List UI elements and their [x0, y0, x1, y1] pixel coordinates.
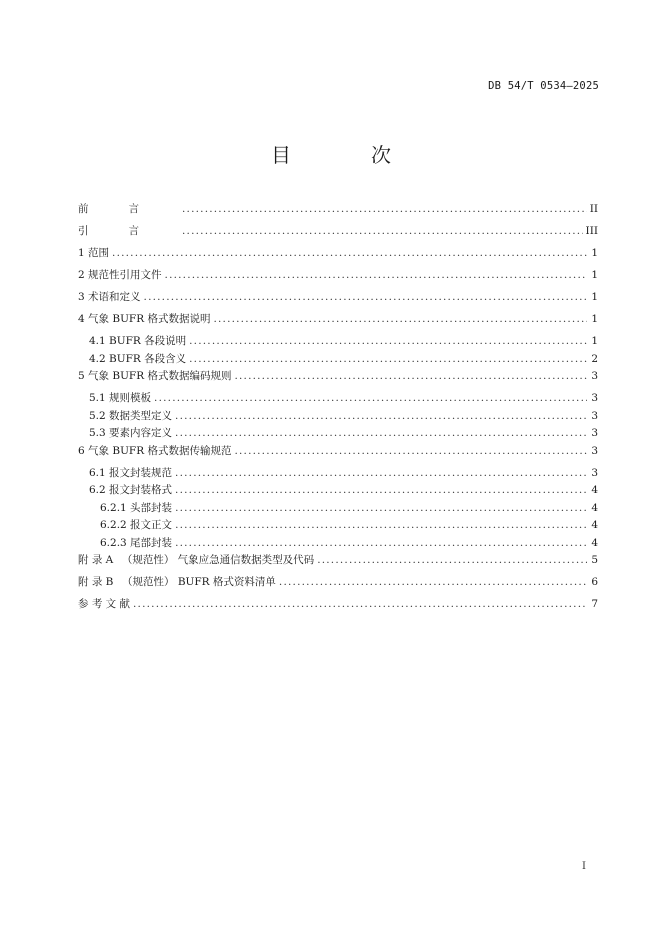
toc-entry-label: 引言: [78, 225, 179, 237]
toc-entry[interactable]: [78, 390, 598, 408]
toc-entry-page: 1: [591, 247, 598, 259]
toc-leader-dots: [175, 408, 587, 424]
toc-entry-page: 3: [591, 409, 598, 422]
toc-entry[interactable]: [78, 574, 598, 596]
toc-entry-label: 5 气象 BUFR 格式数据编码规则: [78, 370, 232, 382]
toc-entry-page: 2: [591, 352, 598, 365]
toc-leader-dots: [175, 482, 587, 498]
toc-leader-dots: [182, 201, 587, 217]
toc-entry-page: 4: [591, 501, 598, 514]
toc-leader-dots: [279, 574, 587, 590]
toc-entry-page: 3: [591, 466, 598, 479]
toc-entry-page: 6: [591, 576, 598, 588]
toc-entry-page: 3: [591, 370, 598, 382]
toc-leader-dots: [165, 267, 587, 283]
toc-entry-page: 4: [591, 536, 598, 549]
toc-entry[interactable]: [78, 201, 598, 223]
toc-entry-label: 附 录 B （规范性） BUFR 格式资料清单: [78, 576, 276, 588]
toc-leader-dots: [175, 465, 587, 481]
toc-leader-dots: [317, 552, 587, 568]
toc-entry-page: 1: [591, 313, 598, 325]
toc-entry[interactable]: [78, 289, 598, 311]
toc-leader-dots: [189, 351, 587, 367]
toc-entry-page: 1: [591, 269, 598, 281]
toc-entry-page: 4: [591, 519, 598, 531]
toc-entry-label: 3 术语和定义: [78, 291, 141, 303]
toc-entry[interactable]: [78, 267, 598, 289]
toc-entry-page: 7: [591, 598, 598, 610]
toc-leader-dots: [234, 368, 587, 384]
document-code: DB 54/T 0534—2025: [488, 80, 599, 92]
toc-entry-label: 4.2 BUFR 各段含义: [89, 352, 187, 365]
toc-entry-page: 3: [591, 427, 598, 439]
toc-entry[interactable]: [78, 596, 598, 618]
toc-leader-dots: [175, 517, 587, 533]
toc-entry-label: 4.1 BUFR 各段说明: [89, 335, 187, 347]
toc-entry[interactable]: [78, 245, 598, 267]
table-of-contents: [78, 201, 598, 618]
toc-entry[interactable]: [78, 368, 598, 390]
toc-entry[interactable]: [78, 333, 598, 351]
toc-entry-page: 1: [591, 335, 598, 347]
toc-entry-label: 4 气象 BUFR 格式数据说明: [78, 313, 211, 325]
toc-entry-label: 6 气象 BUFR 格式数据传输规范: [78, 444, 232, 457]
toc-entry-label: 6.2.3 尾部封装: [100, 536, 173, 549]
toc-entry[interactable]: [78, 443, 598, 465]
toc-entry-page: 3: [591, 444, 598, 457]
toc-entry[interactable]: [78, 482, 598, 500]
toc-entry-label: 参 考 文 献: [78, 598, 131, 610]
toc-entry[interactable]: [78, 408, 598, 426]
toc-entry-label: 5.2 数据类型定义: [89, 409, 173, 422]
footer-page-number: I: [582, 861, 586, 872]
toc-leader-dots: [175, 535, 587, 551]
toc-leader-dots: [175, 500, 587, 516]
toc-entry-page: 1: [591, 291, 598, 303]
toc-entry-page: II: [589, 203, 598, 215]
toc-entry[interactable]: [78, 552, 598, 574]
toc-entry[interactable]: [78, 517, 598, 535]
toc-entry-label: 6.2.1 头部封装: [100, 501, 173, 514]
toc-leader-dots: [213, 311, 587, 327]
toc-entry[interactable]: [78, 500, 598, 518]
toc-entry-page: 4: [591, 484, 598, 496]
toc-entry-page: 3: [591, 392, 598, 404]
toc-entry-label: 前言: [78, 203, 179, 215]
toc-entry-label: 5.1 规则模板: [89, 392, 152, 404]
toc-leader-dots: [182, 223, 583, 239]
toc-entry-page: 5: [591, 554, 598, 566]
toc-entry-label: 6.1 报文封装规范: [89, 466, 173, 479]
toc-entry[interactable]: [78, 535, 598, 553]
toc-leader-dots: [234, 443, 587, 459]
toc-entry[interactable]: [78, 465, 598, 483]
toc-entry[interactable]: [78, 425, 598, 443]
toc-entry-label: 2 规范性引用文件: [78, 269, 162, 281]
toc-entry-label: 6.2.2 报文正文: [100, 519, 173, 531]
toc-entry-label: 6.2 报文封装格式: [89, 484, 173, 496]
toc-entry-label: 5.3 要素内容定义: [89, 427, 173, 439]
toc-entry-label: 1 范围: [78, 247, 110, 259]
toc-leader-dots: [154, 390, 587, 406]
toc-leader-dots: [112, 245, 587, 261]
toc-leader-dots: [133, 596, 587, 612]
toc-entry[interactable]: [78, 311, 598, 333]
page-title: 目 次: [271, 143, 421, 167]
toc-entry[interactable]: [78, 351, 598, 369]
toc-leader-dots: [144, 289, 587, 305]
toc-entry-label: 附 录 A （规范性） 气象应急通信数据类型及代码: [78, 554, 315, 566]
toc-leader-dots: [175, 425, 587, 441]
toc-entry[interactable]: [78, 223, 598, 245]
toc-entry-page: III: [585, 225, 598, 237]
toc-leader-dots: [189, 333, 587, 349]
